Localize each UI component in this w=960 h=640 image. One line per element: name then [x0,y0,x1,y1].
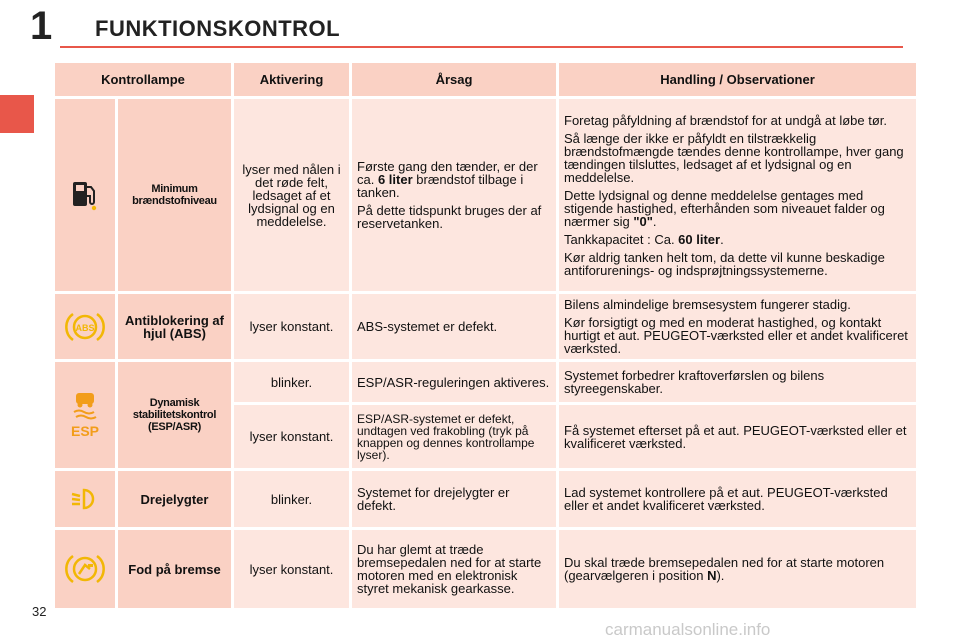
svg-text:ESP: ESP [70,423,100,439]
col-header-cause: Årsag [352,63,556,96]
page-title: FUNKTIONSKONTROL [95,16,341,41]
col-header-lamp: Kontrollampe [55,63,231,96]
activation-fuel: lyser med nålen i det røde felt, ledsaget af et lydsignal og en meddelelse. [234,99,349,291]
cause-foot-brake: Du har glemt at træde bremsepedalen ned for at starte motoren med en elektronisk styret mekanisk gearkasse. [352,530,556,608]
action-foot-brake: Du skal træde bremsepedalen ned for at starte motoren (gearvælgeren i position N). [559,530,916,608]
title-rule [60,46,903,48]
chapter-tab [0,95,34,133]
action-fuel: Foretag påfyldning af brændstof for at undgå at løbe tør. Så længe der ikke er påfyldt en tilstrækkelig brændstofmængde tændes denne kontrollampe, hver gang tændingen tilsluttes, ledsaget af et lydsignal og en meddelelse. Dette lydsignal og denne meddelelse gentages med stigende hastighed, efterhånden som niveauet falder og nærmer sig "0". Tankkapacitet : Ca. 60 liter. Kør aldrig tanken helt tom, da dette vil kunne beskadige antiforurenings- og indsprøjtningssystemerne. [559,99,916,291]
page-number: 32 [32,604,47,619]
action-abs: Bilens almindelige bremsesystem fungerer stadig. Kør forsigtigt og med en moderat hastighed, og kontakt hurtigt et aut. PEUGEOT-værksted eller et andet kvalificeret værksted. [559,294,916,359]
lamp-name-abs: Antiblokering af hjul (ABS) [118,294,231,359]
cause-abs: ABS-systemet er defekt. [352,294,556,359]
watermark: carmanualsonline.info [605,620,771,639]
cause-cornering: Systemet for drejelygter er defekt. [352,471,556,527]
lamp-name-esp: Dynamisk stabilitetskontrol (ESP/ASR) [118,362,231,468]
esp-icon [55,362,115,468]
chapter-number: 1 [30,4,53,48]
lamp-name-foot-brake: Fod på bremse [118,530,231,608]
warning-lamp-table [55,63,908,608]
cause-fuel: Første gang den tænder, er der ca. 6 liter brændstof tilbage i tanken. På dette tidspunkt bruges der af reservetanken. [352,99,556,291]
activation-abs: lyser konstant. [234,294,349,359]
action-esp-blink: Systemet forbedrer kraftoverførslen og bilens styreegenskaber. [559,362,916,402]
col-header-activation: Aktivering [234,63,349,96]
cornering-light-icon [55,471,115,527]
activation-esp-blink: blinker. [234,362,349,402]
fuel-pump-icon [55,99,115,291]
lamp-name-fuel: Minimum brændstofniveau [118,99,231,291]
activation-esp-constant: lyser konstant. [234,405,349,468]
foot-brake-icon [55,530,115,608]
svg-text:ABS: ABS [75,322,95,333]
abs-icon [55,294,115,359]
action-esp-constant: Få systemet efterset på et aut. PEUGEOT-værksted eller et kvalificeret værksted. [559,405,916,468]
activation-cornering: blinker. [234,471,349,527]
action-cornering: Lad systemet kontrollere på et aut. PEUGEOT-værksted eller et andet kvalificeret værksted. [559,471,916,527]
col-header-action: Handling / Observationer [559,63,916,96]
lamp-name-cornering: Drejelygter [118,471,231,527]
cause-esp-constant: ESP/ASR-systemet er defekt, undtagen ved frakobling (tryk på knappen og dennes kontrollampe lyser). [352,405,556,468]
cause-esp-blink: ESP/ASR-reguleringen aktiveres. [352,362,556,402]
activation-foot-brake: lyser konstant. [234,530,349,608]
